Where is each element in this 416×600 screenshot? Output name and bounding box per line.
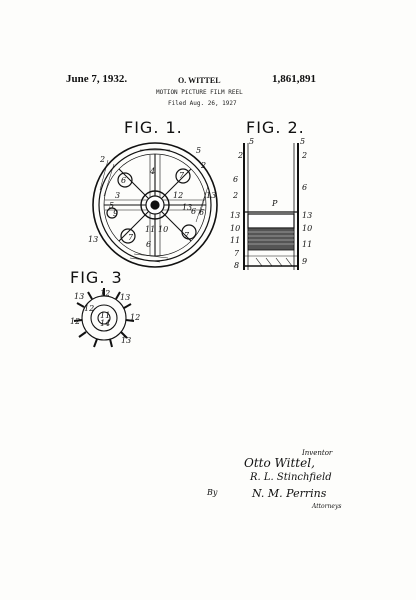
svg-text:2: 2 <box>201 161 207 170</box>
svg-text:6: 6 <box>121 176 127 185</box>
svg-text:2: 2 <box>238 151 244 160</box>
svg-text:6: 6 <box>199 208 205 217</box>
patent-title: MOTION PICTURE FILM REEL <box>156 89 243 96</box>
svg-text:11: 11 <box>230 236 241 245</box>
svg-text:7: 7 <box>234 249 240 258</box>
svg-text:9: 9 <box>302 257 308 266</box>
svg-text:10: 10 <box>158 225 169 234</box>
svg-text:5: 5 <box>300 137 306 146</box>
svg-text:13: 13 <box>206 191 217 200</box>
svg-text:8: 8 <box>234 261 240 270</box>
filing-date: Filed Aug. 26, 1927 <box>168 100 237 107</box>
svg-text:11: 11 <box>302 240 313 249</box>
svg-text:2: 2 <box>233 191 239 200</box>
patent-number: 1,861,891 <box>272 73 316 85</box>
attorney-signature-2: N. M. Perrins <box>252 487 327 500</box>
svg-text:P: P <box>272 199 278 208</box>
svg-text:11: 11 <box>100 311 111 320</box>
svg-text:5: 5 <box>196 146 202 155</box>
svg-text:12: 12 <box>173 191 184 200</box>
svg-text:13: 13 <box>88 235 99 244</box>
inventor-name: O. WITTEL <box>178 76 221 85</box>
svg-text:6: 6 <box>233 175 239 184</box>
svg-text:13: 13 <box>120 293 131 302</box>
svg-text:10: 10 <box>230 224 241 233</box>
svg-text:13: 13 <box>74 292 85 301</box>
svg-text:6: 6 <box>146 240 152 249</box>
by-label: By <box>207 488 218 497</box>
svg-text:7: 7 <box>179 171 185 180</box>
svg-text:4: 4 <box>150 167 156 176</box>
svg-text:2: 2 <box>100 155 106 164</box>
svg-text:2: 2 <box>302 151 308 160</box>
svg-text:12: 12 <box>84 304 95 313</box>
svg-text:12: 12 <box>100 289 111 298</box>
svg-text:6: 6 <box>191 207 197 216</box>
fig2-section-drawing <box>244 143 298 270</box>
svg-text:13: 13 <box>230 211 241 220</box>
attorney-signature-1: R. L. Stinchfield <box>250 472 332 483</box>
svg-text:5: 5 <box>249 137 255 146</box>
svg-text:12: 12 <box>70 317 81 326</box>
svg-text:7: 7 <box>128 233 134 242</box>
svg-text:13: 13 <box>182 203 193 212</box>
attorneys-label: Attorneys <box>312 503 342 510</box>
svg-text:11: 11 <box>145 225 156 234</box>
svg-text:9: 9 <box>113 209 119 218</box>
svg-text:3: 3 <box>115 191 121 200</box>
svg-text:10: 10 <box>302 224 313 233</box>
svg-text:13: 13 <box>121 336 132 345</box>
inventor-label: Inventor <box>302 449 333 457</box>
figure-2-label: FIG. 2. <box>246 118 305 137</box>
svg-text:7: 7 <box>184 231 190 240</box>
svg-text:14: 14 <box>100 319 111 328</box>
svg-text:5: 5 <box>109 201 115 210</box>
figure-1-label: FIG. 1. <box>124 118 183 137</box>
svg-text:6: 6 <box>302 183 308 192</box>
patent-date: June 7, 1932. <box>66 73 128 85</box>
inventor-signature: Otto Wittel, <box>244 456 315 470</box>
svg-text:12: 12 <box>130 313 141 322</box>
figure-3-label: FIG. 3 <box>70 268 123 287</box>
svg-text:13: 13 <box>302 211 313 220</box>
